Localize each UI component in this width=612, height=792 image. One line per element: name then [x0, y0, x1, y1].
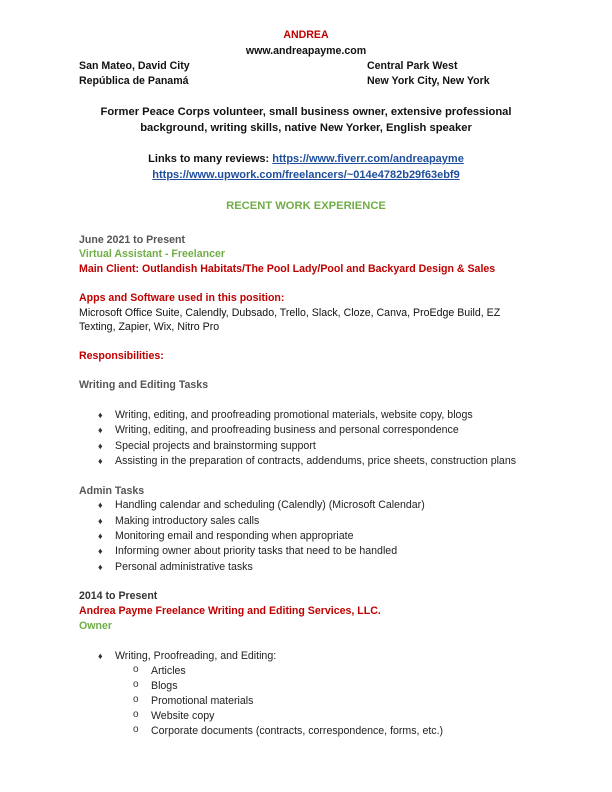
sub-list-item: Articles [151, 665, 186, 677]
diamond-bullet-icon: ♦ [98, 531, 103, 541]
sub-list-item: Blogs [151, 680, 178, 692]
apps-line-1: Microsoft Office Suite, Calendly, Dubsado, Trello, Slack, Cloze, Canva, ProEdge Build, EZ [79, 307, 501, 319]
list-item: Special projects and brainstorming support [115, 440, 316, 452]
list-item: Monitoring email and responding when appropriate [115, 530, 354, 542]
address-right-line-2: New York City, New York [367, 75, 490, 87]
diamond-bullet-icon: ♦ [98, 562, 103, 572]
list-item: Making introductory sales calls [115, 515, 260, 527]
resume-name: ANDREA [283, 29, 329, 41]
diamond-bullet-icon: ♦ [98, 546, 103, 556]
diamond-bullet-icon: ♦ [98, 441, 103, 451]
circle-bullet-icon: o [133, 724, 139, 735]
sub-list-item: Corporate documents (contracts, correspondence, forms, etc.) [151, 725, 444, 737]
diamond-bullet-icon: ♦ [98, 410, 103, 420]
job1-client: Main Client: Outlandish Habitats/The Pool Lady/Pool and Backyard Design & Sales [79, 263, 496, 275]
list-item: Handling calendar and scheduling (Calendly) (Microsoft Calendar) [115, 499, 425, 511]
apps-heading: Apps and Software used in this position: [79, 292, 285, 304]
diamond-bullet-icon: ♦ [98, 516, 103, 526]
address-left-line-1: San Mateo, David City [79, 60, 190, 72]
job1-dates: June 2021 to Present [79, 234, 185, 246]
circle-bullet-icon: o [133, 709, 139, 720]
responsibilities-heading: Responsibilities: [79, 350, 164, 362]
job2-company: Andrea Payme Freelance Writing and Editing Services, LLC. [79, 605, 381, 617]
address-left-line-2: República de Panamá [79, 75, 189, 87]
list-item: Writing, editing, and proofreading business and personal correspondence [115, 424, 459, 436]
admin-heading: Admin Tasks [79, 485, 145, 497]
list-item: Assisting in the preparation of contracts, addendums, price sheets, construction plans [115, 455, 517, 467]
circle-bullet-icon: o [133, 664, 139, 675]
upwork-link[interactable]: https://www.upwork.com/freelancers/~014e4782b29f63ebf9 [152, 169, 460, 181]
circle-bullet-icon: o [133, 679, 139, 690]
list-item: Personal administrative tasks [115, 561, 253, 573]
address-right-line-1: Central Park West [367, 60, 458, 72]
list-item: Informing owner about priority tasks that need to be handled [115, 545, 398, 557]
sub-list-item: Website copy [151, 710, 215, 722]
summary-line-2: background, writing skills, native New Yorker, English speaker [140, 122, 472, 134]
reviews-line [0, 153, 612, 165]
sub-list-item: Promotional materials [151, 695, 254, 707]
circle-bullet-icon: o [133, 694, 139, 705]
diamond-bullet-icon: ♦ [98, 456, 103, 466]
job2-role: Owner [79, 620, 112, 632]
reviews-label: Links to many reviews: [148, 153, 273, 165]
summary-line-1: Former Peace Corps volunteer, small business owner, extensive professional [100, 106, 512, 118]
diamond-bullet-icon: ♦ [98, 651, 103, 661]
section-title: RECENT WORK EXPERIENCE [226, 200, 386, 212]
writing-heading: Writing and Editing Tasks [79, 379, 209, 391]
fiverr-link[interactable]: https://www.fiverr.com/andreapayme [272, 153, 464, 165]
list-item: Writing, Proofreading, and Editing: [115, 650, 277, 662]
diamond-bullet-icon: ♦ [98, 500, 103, 510]
job1-title: Virtual Assistant - Freelancer [79, 248, 226, 260]
list-item: Writing, editing, and proofreading promotional materials, website copy, blogs [115, 409, 473, 421]
apps-line-2: Texting, Zapier, Wix, Nitro Pro [79, 321, 220, 333]
job2-dates: 2014 to Present [79, 590, 158, 602]
website: www.andreapayme.com [245, 45, 367, 57]
diamond-bullet-icon: ♦ [98, 425, 103, 435]
